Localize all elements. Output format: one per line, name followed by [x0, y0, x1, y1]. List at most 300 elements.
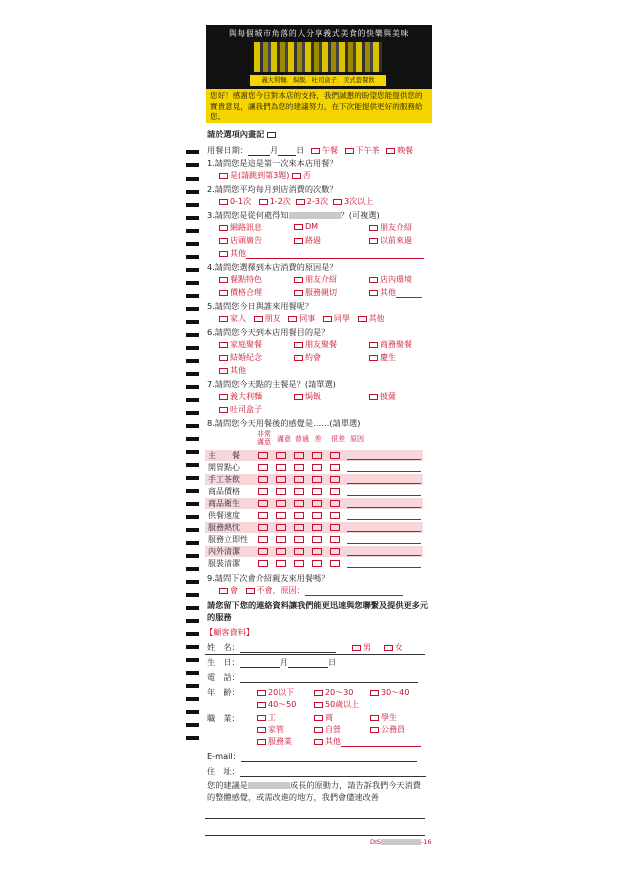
q7-option-1[interactable]	[219, 391, 262, 402]
margin-marker	[186, 567, 199, 571]
checkbox[interactable]	[219, 290, 228, 296]
q2-text: 2.請問您平均每月到店消費的次數？	[207, 184, 338, 194]
contact-prompt: 請您留下您的連絡資料讓我們能更迅速與您聯繫及提供更多元的服務	[207, 600, 429, 622]
margin-marker	[186, 710, 199, 714]
q3-option-5[interactable]	[294, 235, 321, 246]
rating-checkbox[interactable]	[258, 536, 268, 543]
job-option-label: 商	[325, 713, 333, 722]
rating-checkbox[interactable]	[294, 536, 304, 543]
job-option-6[interactable]	[370, 724, 405, 735]
checkbox[interactable]	[323, 316, 332, 322]
row-label: 手工茶飲	[208, 475, 240, 484]
reason-field[interactable]	[347, 555, 421, 556]
margin-marker	[186, 294, 199, 298]
divider	[205, 654, 425, 655]
margin-marker	[186, 489, 199, 493]
rating-checkbox[interactable]	[330, 560, 340, 567]
q7-option-label: 焗飯	[305, 392, 321, 401]
phone-field[interactable]	[240, 674, 418, 683]
checkbox[interactable]	[370, 715, 379, 721]
suggestion-text	[207, 779, 427, 803]
margin-marker	[186, 554, 199, 558]
rating-checkbox[interactable]	[330, 464, 340, 471]
margin-marker	[186, 437, 199, 441]
birthday-month-label: 月	[279, 657, 288, 667]
checkbox[interactable]	[358, 316, 367, 322]
job-other-field[interactable]	[341, 738, 421, 747]
margin-marker	[186, 281, 199, 285]
margin-marker	[186, 684, 199, 688]
row-label: 內外清潔	[208, 547, 240, 556]
q5-option-label: 同學	[333, 314, 350, 323]
q7-option-label: 義大利麵	[230, 392, 262, 401]
q6-option-label: 商務聚餐	[380, 340, 412, 349]
day-field[interactable]	[278, 147, 296, 156]
margin-marker	[186, 671, 199, 675]
brand-logo	[254, 42, 382, 72]
reason-field[interactable]	[347, 519, 421, 520]
margin-marker	[186, 593, 199, 597]
age-option-4[interactable]	[257, 699, 296, 710]
checkbox[interactable]	[257, 727, 266, 733]
checkbox[interactable]	[294, 238, 303, 244]
age-option-5[interactable]	[314, 699, 359, 710]
intro-text: 請於選項內畫記	[207, 129, 265, 139]
job-option-label: 公務員	[381, 725, 405, 734]
rating-checkbox[interactable]	[294, 560, 304, 567]
q3-option-label: 網路訊息	[230, 223, 262, 232]
margin-marker	[186, 398, 199, 402]
q3-option-label: 朋友介紹	[380, 223, 412, 232]
checkbox[interactable]	[288, 316, 297, 322]
age-option-1[interactable]	[257, 687, 294, 698]
q4-option-label: 餐點特色	[230, 275, 262, 284]
name-field[interactable]	[240, 644, 336, 653]
margin-marker	[186, 476, 199, 480]
q4-option-6[interactable]	[369, 287, 422, 298]
checkbox[interactable]	[384, 645, 393, 651]
redacted-text	[248, 782, 290, 789]
rating-checkbox[interactable]	[258, 464, 268, 471]
birthday-month-field[interactable]	[240, 659, 280, 668]
q9-option-label: 會	[230, 586, 238, 595]
row-label: 開胃點心	[208, 463, 240, 472]
date-day-label: 日	[296, 145, 305, 155]
redacted-text	[289, 212, 341, 219]
suggestion-line[interactable]	[205, 818, 425, 819]
form-code-b: -16	[421, 838, 432, 846]
row-label: 主 餐	[208, 451, 240, 460]
margin-marker	[186, 346, 199, 350]
rating-checkbox[interactable]	[276, 560, 286, 567]
form-code-a: DIS	[370, 838, 382, 846]
age-option-3[interactable]	[370, 687, 409, 698]
rating-checkbox[interactable]	[312, 500, 322, 507]
q6-option-label: 慶生	[380, 353, 396, 362]
rating-checkbox[interactable]	[294, 464, 304, 471]
checkbox[interactable]	[219, 225, 228, 231]
rating-checkbox[interactable]	[330, 524, 340, 531]
checkbox[interactable]	[369, 225, 378, 231]
checkbox[interactable]	[369, 394, 378, 400]
margin-marker	[186, 450, 199, 454]
checkbox[interactable]	[369, 277, 378, 283]
meal-dinner-label: 晚餐	[397, 146, 414, 155]
q9-option-label: 不會，原因：	[256, 586, 305, 595]
header-tagline: 與每個城市角落的人分享義式美食的快樂與美味	[228, 29, 410, 38]
q7-option-2[interactable]	[294, 391, 321, 402]
checkbox[interactable]	[257, 739, 266, 745]
q9-text: 9.請問下次會介紹親友來用餐嗎？	[207, 573, 330, 583]
q7-option-label: 吐司盒子	[230, 405, 262, 414]
other-field[interactable]	[396, 289, 422, 298]
checkbox[interactable]	[294, 342, 303, 348]
job-option-2[interactable]	[314, 712, 333, 723]
rating-checkbox[interactable]	[276, 536, 286, 543]
checkbox[interactable]	[369, 342, 378, 348]
rating-checkbox[interactable]	[330, 548, 340, 555]
rating-checkbox[interactable]	[276, 524, 286, 531]
q3-option-7[interactable]	[219, 248, 424, 259]
margin-marker	[186, 203, 199, 207]
rating-checkbox[interactable]	[294, 452, 304, 459]
q3-option-label: 路過	[305, 236, 321, 245]
checkbox[interactable]	[219, 394, 228, 400]
q9-options[interactable]	[219, 585, 403, 596]
checkbox[interactable]	[296, 199, 305, 205]
q3-option-1[interactable]	[219, 222, 262, 233]
checkbox[interactable]	[257, 690, 266, 696]
q3-option-6[interactable]	[369, 235, 412, 246]
q5-option-label: 朋友	[264, 314, 281, 323]
q6-option-3[interactable]	[369, 339, 412, 350]
email-row	[207, 751, 417, 762]
rating-checkbox[interactable]	[330, 512, 340, 519]
rating-checkbox[interactable]	[258, 476, 268, 483]
checkbox[interactable]	[352, 645, 361, 651]
q4-option-3[interactable]	[369, 274, 412, 285]
margin-marker	[186, 528, 199, 532]
checkbox[interactable]	[294, 224, 303, 230]
rating-checkbox[interactable]	[312, 476, 322, 483]
q7-option-4[interactable]	[219, 404, 262, 415]
checkbox[interactable]	[345, 148, 354, 154]
checkbox[interactable]	[219, 355, 228, 361]
table-row	[205, 486, 423, 497]
checkbox[interactable]	[246, 588, 255, 594]
age-option-label: 20～30	[325, 688, 354, 697]
table-row	[205, 474, 423, 485]
checkbox[interactable]	[369, 238, 378, 244]
meal-tea-label: 下午茶	[355, 146, 380, 155]
checkbox[interactable]	[219, 588, 228, 594]
q6-option-2[interactable]	[294, 339, 337, 350]
margin-marker	[186, 268, 199, 272]
checkbox[interactable]	[219, 251, 228, 257]
col-normal: 普通	[295, 435, 309, 443]
reason-field[interactable]	[347, 471, 421, 472]
greeting-text: 您好！感謝您今日對本店的支持，我們誠懇的盼望您能提供您的寶貴意見，讓我們為您的建議努力，在下次能提供更好的服務給您。	[206, 89, 432, 123]
redacted-text	[381, 839, 421, 845]
rating-checkbox[interactable]	[258, 548, 268, 555]
name-label: 姓 名：	[207, 642, 240, 652]
col-satisfied: 滿意	[277, 435, 291, 443]
checkbox[interactable]	[257, 715, 266, 721]
checkbox[interactable]	[294, 290, 303, 296]
q6-option-label: 其他	[230, 366, 246, 375]
q6-option-5[interactable]	[294, 352, 321, 363]
reason-field[interactable]	[347, 507, 421, 508]
birthday-day-field[interactable]	[288, 659, 328, 668]
age-option-label: 50歲以上	[325, 700, 360, 709]
margin-marker	[186, 372, 199, 376]
rating-checkbox[interactable]	[312, 536, 322, 543]
rating-checkbox[interactable]	[312, 464, 322, 471]
rating-checkbox[interactable]	[276, 476, 286, 483]
margin-marker	[186, 736, 199, 740]
suggestion-text-a: 您的建議是	[207, 780, 248, 790]
col-very-satisfied: 非常滿意	[257, 430, 271, 446]
example-check-icon	[267, 132, 276, 138]
q4-option-5[interactable]	[294, 287, 337, 298]
q7-text: 7.請問您今天點的主餐是？(請單選)	[207, 379, 336, 389]
rating-checkbox[interactable]	[294, 548, 304, 555]
q6-option-6[interactable]	[369, 352, 396, 363]
q3-text-b: ？(可複選)	[340, 210, 380, 220]
name-row	[207, 642, 336, 653]
row-label: 服務熱忱	[208, 523, 240, 532]
rating-checkbox[interactable]	[294, 476, 304, 483]
q3-option-4[interactable]	[219, 235, 262, 246]
reason-field[interactable]	[347, 483, 421, 484]
q2-options[interactable]	[219, 196, 373, 207]
checkbox[interactable]	[369, 355, 378, 361]
intro-line	[207, 129, 278, 140]
checkbox[interactable]	[219, 407, 228, 413]
checkbox[interactable]	[314, 702, 323, 708]
q5-options[interactable]	[219, 313, 385, 324]
margin-marker	[186, 385, 199, 389]
checkbox[interactable]	[219, 316, 228, 322]
address-field[interactable]	[240, 768, 426, 777]
q6-option-7[interactable]	[219, 365, 246, 376]
email-field[interactable]	[241, 753, 417, 762]
birthday-day-label: 日	[327, 657, 337, 667]
q4-option-label: 店內環境	[380, 275, 412, 284]
q3-option-3[interactable]	[369, 222, 412, 233]
rating-checkbox[interactable]	[312, 488, 322, 495]
rating-checkbox[interactable]	[312, 548, 322, 555]
reason-field[interactable]	[305, 587, 403, 596]
checkbox[interactable]	[219, 173, 228, 179]
checkbox[interactable]	[259, 199, 268, 205]
satisfaction-table	[205, 450, 423, 571]
rating-checkbox[interactable]	[330, 476, 340, 483]
q2-option-label: 0-1次	[230, 197, 252, 206]
reason-field[interactable]	[347, 543, 421, 544]
rating-checkbox[interactable]	[258, 452, 268, 459]
job-option-3[interactable]	[370, 712, 397, 723]
checkbox[interactable]	[219, 342, 228, 348]
rating-checkbox[interactable]	[258, 524, 268, 531]
q1-option-label: 是(請跳到第3題)	[230, 171, 290, 180]
margin-marker	[186, 619, 199, 623]
checkbox[interactable]	[292, 173, 301, 179]
date-month-label: 月	[269, 145, 279, 155]
rating-checkbox[interactable]	[258, 512, 268, 519]
checkbox[interactable]	[294, 355, 303, 361]
rating-checkbox[interactable]	[276, 512, 286, 519]
margin-marker	[186, 255, 199, 259]
rating-checkbox[interactable]	[294, 524, 304, 531]
suggestion-line[interactable]	[205, 835, 425, 836]
meal-lunch-option[interactable]	[311, 146, 338, 155]
q2-option-label: 3次以上	[344, 197, 374, 206]
checkbox[interactable]	[257, 702, 266, 708]
reason-field[interactable]	[347, 459, 421, 460]
q4-option-1[interactable]	[219, 274, 262, 285]
age-option-label: 30～40	[381, 688, 410, 697]
job-option-5[interactable]	[314, 724, 341, 735]
margin-marker	[186, 424, 199, 428]
rating-checkbox[interactable]	[330, 536, 340, 543]
row-label: 服務立即性	[208, 535, 248, 544]
checkbox[interactable]	[333, 199, 342, 205]
margin-marker	[186, 658, 199, 662]
job-option-4[interactable]	[257, 724, 284, 735]
other-field[interactable]	[246, 250, 424, 259]
rating-checkbox[interactable]	[312, 524, 322, 531]
margin-marker	[186, 359, 199, 363]
job-option-7[interactable]	[257, 736, 292, 747]
checkbox[interactable]	[254, 316, 263, 322]
meal-tea-option[interactable]	[345, 146, 380, 155]
checkbox[interactable]	[369, 290, 378, 296]
checkbox[interactable]	[294, 277, 303, 283]
meal-dinner-option[interactable]	[386, 146, 413, 155]
q3-option-2[interactable]	[294, 222, 318, 231]
row-label: 商品價格	[208, 487, 240, 496]
margin-marker	[186, 645, 199, 649]
q4-text: 4.請問您選擇到本店消費的原因是？	[207, 262, 338, 272]
checkbox[interactable]	[219, 368, 228, 374]
rating-checkbox[interactable]	[276, 548, 286, 555]
job-label: 職 業：	[207, 713, 240, 723]
rating-checkbox[interactable]	[258, 560, 268, 567]
rating-checkbox[interactable]	[330, 452, 340, 459]
row-label: 商品衛生	[208, 499, 240, 508]
checkbox[interactable]	[219, 238, 228, 244]
table-row	[205, 450, 423, 461]
rating-checkbox[interactable]	[330, 500, 340, 507]
checkbox[interactable]	[219, 277, 228, 283]
job-option-1[interactable]	[257, 712, 276, 723]
q5-option-label: 家人	[230, 314, 246, 323]
table-row	[205, 498, 423, 509]
q4-option-label: 朋友介紹	[305, 275, 337, 284]
customer-section-title: 【顧客資料】	[205, 627, 255, 637]
q3-option-label: DM	[305, 222, 319, 231]
margin-marker	[186, 606, 199, 610]
rating-checkbox[interactable]	[330, 488, 340, 495]
table-row	[205, 462, 423, 473]
month-field[interactable]	[248, 147, 270, 156]
q1-options[interactable]	[219, 170, 311, 181]
gender-options[interactable]	[352, 642, 403, 653]
q4-option-4[interactable]	[219, 287, 262, 298]
margin-marker	[186, 502, 199, 506]
table-row	[205, 558, 423, 569]
checkbox[interactable]	[314, 739, 323, 745]
margin-marker	[186, 632, 199, 636]
rating-checkbox[interactable]	[276, 452, 286, 459]
margin-marker	[186, 333, 199, 337]
age-option-2[interactable]	[314, 687, 353, 698]
checkbox[interactable]	[219, 199, 228, 205]
reason-field[interactable]	[347, 567, 421, 568]
checkbox[interactable]	[294, 394, 303, 400]
rating-checkbox[interactable]	[276, 464, 286, 471]
header-banner	[206, 25, 432, 123]
birthday-row	[207, 657, 336, 668]
checkbox[interactable]	[314, 727, 323, 733]
q5-option-label: 同事	[299, 314, 316, 323]
rating-checkbox[interactable]	[258, 500, 268, 507]
checkbox[interactable]	[370, 727, 379, 733]
job-option-8[interactable]	[314, 736, 421, 747]
rating-checkbox[interactable]	[294, 488, 304, 495]
rating-checkbox[interactable]	[276, 488, 286, 495]
q5-text: 5.請問您今日與誰來用餐呢？	[207, 301, 314, 311]
checkbox[interactable]	[386, 148, 395, 154]
q6-option-4[interactable]	[219, 352, 262, 363]
rating-checkbox[interactable]	[312, 452, 322, 459]
row-label: 供餐速度	[208, 511, 240, 520]
reason-field[interactable]	[347, 495, 421, 496]
q7-option-3[interactable]	[369, 391, 396, 402]
q6-option-label: 家庭聚餐	[230, 340, 262, 349]
col-very-poor: 很差	[331, 435, 345, 443]
rating-checkbox[interactable]	[294, 500, 304, 507]
margin-marker	[186, 163, 199, 167]
margin-marker	[186, 307, 199, 311]
margin-marker	[186, 723, 199, 727]
job-option-label: 其他	[325, 737, 341, 746]
q6-option-label: 約會	[305, 353, 321, 362]
checkbox[interactable]	[314, 715, 323, 721]
rating-checkbox[interactable]	[312, 560, 322, 567]
age-label: 年 齡：	[207, 687, 240, 697]
rating-checkbox[interactable]	[276, 500, 286, 507]
job-option-label: 學生	[381, 713, 397, 722]
q4-option-2[interactable]	[294, 274, 337, 285]
checkbox[interactable]	[314, 690, 323, 696]
phone-row	[207, 672, 418, 683]
rating-checkbox[interactable]	[294, 512, 304, 519]
meal-lunch-label: 午餐	[321, 146, 338, 155]
rating-checkbox[interactable]	[258, 488, 268, 495]
reason-field[interactable]	[347, 531, 421, 532]
checkbox[interactable]	[311, 148, 320, 154]
q3-option-label: 店頭廣告	[230, 236, 262, 245]
age-option-label: 40～50	[268, 700, 297, 709]
q6-option-1[interactable]	[219, 339, 262, 350]
table-row	[205, 546, 423, 557]
gender-male-label: 男	[363, 643, 371, 652]
rating-checkbox[interactable]	[312, 512, 322, 519]
checkbox[interactable]	[370, 690, 379, 696]
birthday-label: 生 日：	[207, 657, 240, 667]
